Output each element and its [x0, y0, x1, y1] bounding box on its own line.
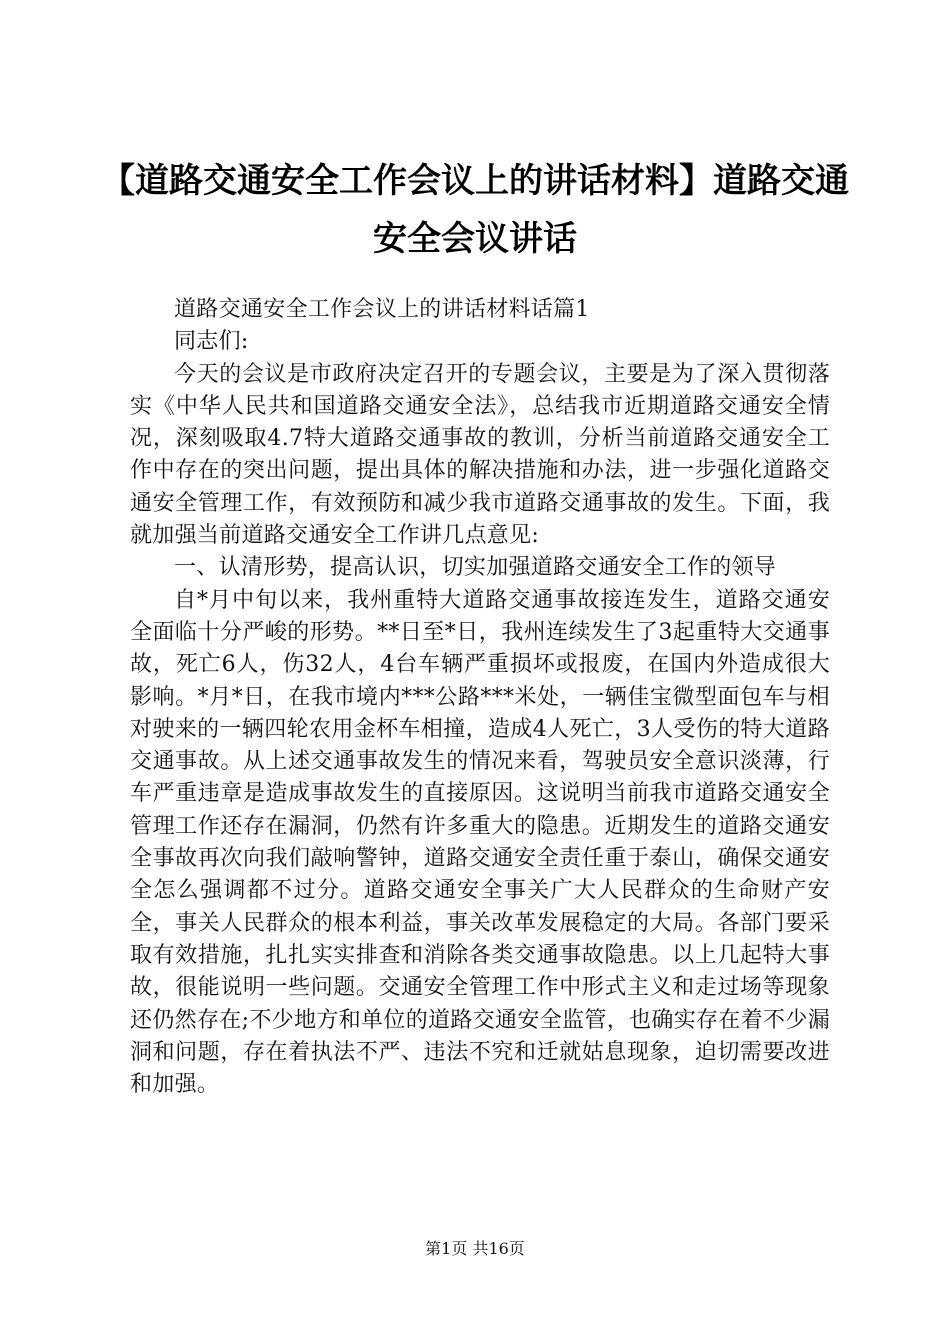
section-heading-1: 一、认清形势，提高认识，切实加强道路交通安全工作的领导 — [174, 555, 777, 581]
page-number: 第1页 共16页 — [425, 1239, 525, 1258]
section-subtitle: 道路交通安全工作会议上的讲话材料话篇1 — [174, 297, 590, 322]
document-body — [130, 294, 830, 1101]
document-title: 【道路交通安全工作会议上的讲话材料】道路交通安全会议讲话 — [101, 161, 849, 259]
paragraph-intro: 今天的会议是市政府决定召开的专题会议，主要是为了深入贯彻落实《中华人民共和国道路交通安全法》，总结我市近期道路交通安全情况，深刻吸取4.7特大道路交通事故的教训，分析当前道路交通安全工作中存在的突出问题，提出具体的解决措施和办法，进一步强化道路交通安全管理工作，有效预防和减少我市道路交通事故的发生。下面，我就加强当前道路交通安全工作讲几点意见: — [130, 361, 830, 549]
salutation: 同志们: — [174, 329, 249, 355]
paragraph-situation: 自*月中旬以来，我州重特大道路交通事故接连发生，道路交通安全面临十分严峻的形势。**日至*日，我州连续发生了3起重特大交通事故，死亡6人，伤32人，4台车辆严重损坏或报废，在国内外造成很大影响。*月*日，在我市境内***公路***米处，一辆佳宝微型面包车与相对驶来的一辆四轮农用金杯车相撞，造成4人死亡，3人受伤的特大道路交通事故。从上述交通事故发生的情况来看，驾驶员安全意识淡薄，行车严重违章是造成事故发生的直接原因。这说明当前我市道路交通安全管理工作还存在漏洞，仍然有许多重大的隐患。近期发生的道路交通安全事故再次向我们敲响警钟，道路交通安全责任重于泰山，确保交通安全怎么强调都不过分。道路交通安全事关广大人民群众的生命财产安全，事关人民群众的根本利益，事关改革发展稳定的大局。各部门要采取有效措施，扎扎实实排查和消除各类交通事故隐患。以上几起特大事故，很能说明一些问题。交通安全管理工作中形式主义和走过场等现象还仍然存在;不少地方和单位的道路交通安全监管，也确实存在着不少漏洞和问题，存在着执法不严、违法不究和迁就姑息现象，迫切需要改进和加强。 — [130, 587, 830, 1098]
